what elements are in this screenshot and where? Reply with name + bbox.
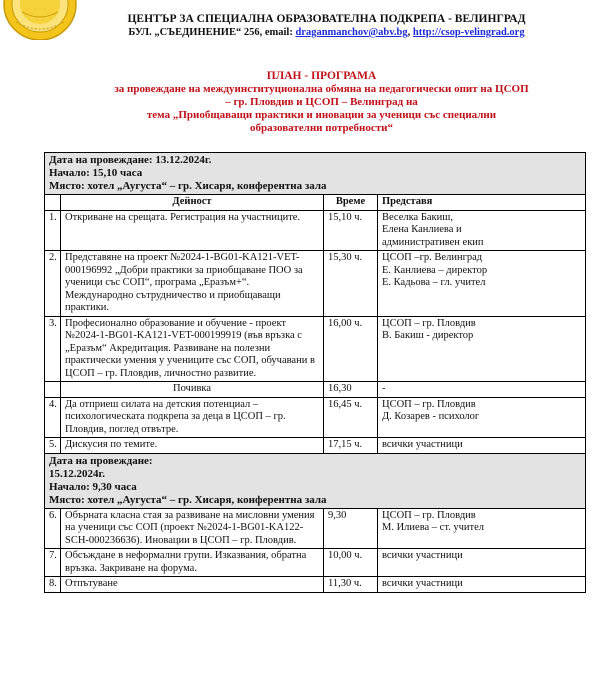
document-header <box>60 12 593 40</box>
table-row <box>45 438 586 454</box>
break-presenter: - <box>378 382 586 398</box>
row-activity: Отпътуване <box>61 577 324 593</box>
title-topic: тема „Приобщаващи практики и иновации за ученици със специални образователни потребности“ <box>146 109 497 134</box>
document-title <box>50 70 593 135</box>
presenter-line: Д. Козарев - психолог <box>382 411 480 422</box>
presenter-line: М. Илиева – ст. учител <box>382 522 485 533</box>
email-link[interactable]: draganmanchov@abv.bg <box>295 27 408 38</box>
break-label: Почивка <box>61 382 324 398</box>
presenter-line: всички участници <box>382 550 463 561</box>
row-presenter <box>378 508 586 549</box>
row-number: 4. <box>45 397 61 438</box>
table-row <box>45 549 586 577</box>
row-activity: Дискусия по темите. <box>61 438 324 454</box>
website-link[interactable]: http://csop-velingrad.org <box>412 27 525 38</box>
day1-start: Начало: 15,10 часа <box>49 167 143 179</box>
row-activity: Откриване на срещата. Регистрация на участниците. <box>61 210 324 251</box>
break-row <box>45 382 586 398</box>
presenter-line: Елена Канлиева и <box>382 224 462 235</box>
day1-place: Място: хотел „Аугуста“ – гр. Хисаря, конферентна зала <box>49 180 327 192</box>
row-number: 8. <box>45 577 61 593</box>
header-activity: Дейност <box>61 195 324 211</box>
day2-date-label: Дата на провеждане: <box>49 454 153 467</box>
row-time: 10,00 ч. <box>324 549 378 577</box>
row-time: 15,30 ч. <box>324 251 378 317</box>
day2-start: Начало: 9,30 часа <box>49 480 137 493</box>
presenter-line: ЦСОП – гр. Пловдив <box>382 398 476 410</box>
row-time: 9,30 <box>324 508 378 549</box>
table-header-row <box>45 195 586 211</box>
row-activity: Професионално образование и обучение - проект №2024-1-BG01-KA121-VET-000199919 (във връзка с „Еразъм“ Акредитация. Развиване на полезни практически умения у учениците със СОП, обучавани в ЦСОП – гр. Пловдив, личностно развитие. <box>61 316 324 382</box>
day2-place: Място: хотел „Аугуста“ – гр. Хисаря, конферентна зала <box>49 493 327 506</box>
row-activity: Да отприеш силата на детския потенциал – психологическата подкрепа за деца в ЦСОП – гр. Пловдив, поглед отвътре. <box>61 397 324 438</box>
row-number: 5. <box>45 438 61 454</box>
row-presenter <box>378 438 586 454</box>
address-text: БУЛ. „СЪЕДИНЕНИЕ“ 256, email: <box>128 27 296 38</box>
presenter-line: административен екип <box>382 236 484 248</box>
row-time: 17,15 ч. <box>324 438 378 454</box>
organization-address <box>60 26 593 40</box>
table-row <box>45 316 586 382</box>
row-presenter <box>378 251 586 317</box>
row-number: 6. <box>45 508 61 549</box>
presenter-line: всички участници <box>382 439 463 450</box>
title-subtitle: за провеждане на междуинституционална обмяна на педагогически опит на ЦСОП – гр. Пловдив и ЦСОП – Велинград на <box>114 83 529 108</box>
row-time: 16,00 ч. <box>324 316 378 382</box>
row-time: 15,10 ч. <box>324 210 378 251</box>
presenter-line: ЦСОП –гр. Велинград <box>382 252 483 263</box>
day2-date: 15.12.2024г. <box>49 467 106 480</box>
day2-section <box>45 453 586 508</box>
row-number: 3. <box>45 316 61 382</box>
presenter-line: Веселка Бакиш, <box>382 211 453 223</box>
row-number: 2. <box>45 251 61 317</box>
row-number: 7. <box>45 549 61 577</box>
row-time: 16,45 ч. <box>324 397 378 438</box>
table-row <box>45 508 586 549</box>
presenter-line: В. Бакиш - директор <box>382 330 474 341</box>
day1-date: Дата на провеждане: 13.12.2024г. <box>49 154 212 166</box>
table-row <box>45 577 586 593</box>
header-num <box>45 195 61 211</box>
row-presenter <box>378 549 586 577</box>
presenter-line: Е. Канлиева – директор <box>382 264 488 276</box>
table-row <box>45 397 586 438</box>
row-activity: Обсъждане в неформални групи. Изказвания, обратна връзка. Закриване на форума. <box>61 549 324 577</box>
header-time: Време <box>324 195 378 211</box>
day1-section <box>45 153 586 195</box>
presenter-line: всички участници <box>382 578 463 589</box>
row-presenter <box>378 316 586 382</box>
title-main: ПЛАН - ПРОГРАМА <box>266 70 377 82</box>
organization-name: ЦЕНТЪР ЗА СПЕЦИАЛНА ОБРАЗОВАТЕЛНА ПОДКРЕПА - ВЕЛИНГРАД <box>127 13 526 25</box>
row-presenter <box>378 397 586 438</box>
row-activity: Представяне на проект №2024-1-BG01-KA121-VET-000196992 „Добри практики за приобщаване ПОО за ученици със СОП“, програма „Еразъм+“. Международно сътрудничество и приобщаващи практики. <box>61 251 324 317</box>
address-separator: , <box>407 27 413 38</box>
presenter-line: ЦСОП – гр. Пловдив <box>382 317 476 329</box>
table-row <box>45 210 586 251</box>
header-presenter: Представя <box>378 195 586 211</box>
presenter-line: ЦСОП – гр. Пловдив <box>382 509 476 521</box>
row-activity: Обърната класна стая за развиване на мисловни умения на ученици със СОП (проект №2024-1-BG01-KA122-SCH-000236636). Иновации в ЦСОП – гр. Пловдив. <box>61 508 324 549</box>
row-number: 1. <box>45 210 61 251</box>
row-time: 11,30 ч. <box>324 577 378 593</box>
table-row <box>45 251 586 317</box>
program-table <box>44 152 586 593</box>
row-presenter <box>378 210 586 251</box>
presenter-line: Е. Кадьова – гл. учител <box>382 277 486 288</box>
break-time: 16,30 <box>324 382 378 398</box>
row-presenter <box>378 577 586 593</box>
